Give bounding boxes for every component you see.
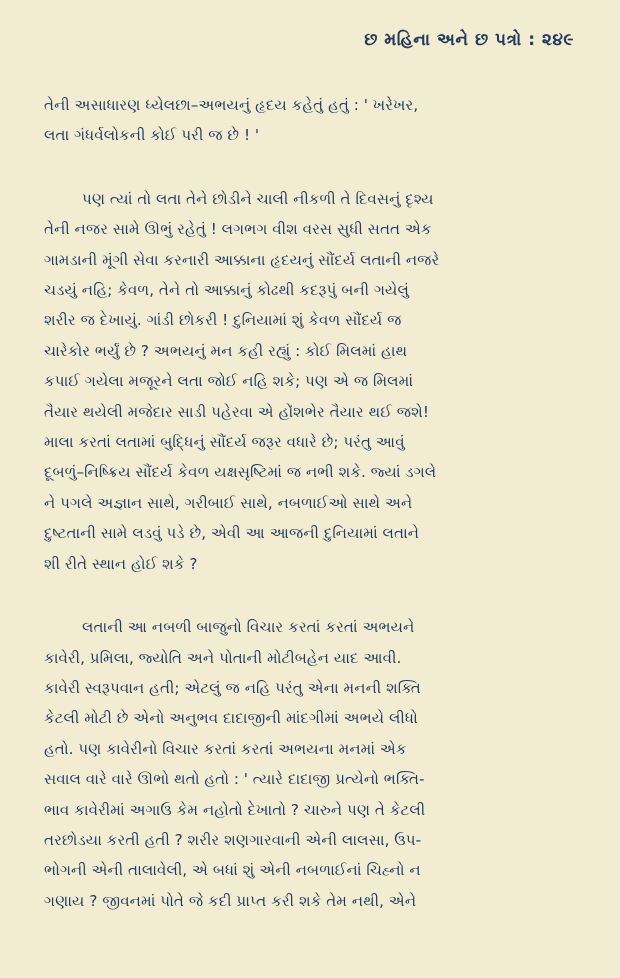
text-line: માલા કરતાં લતામાં બુદ્ધિનું સૌંદર્ય જરૂર વધારે છે; પરંતુ આવું <box>44 433 405 452</box>
text-line: હતો. પણ કાવેરીનો વિચાર કરતાં કરતાં અભયના મનમાં એક <box>44 739 407 758</box>
text-line: તેની નજર સામે ઊભું રહેતું ! લગભગ વીશ વરસ સુધી સતત એક <box>44 220 432 239</box>
paragraph-1 <box>44 90 580 151</box>
text-line: દૂબળું–નિષ્ક્રિય સૌંદર્ય કેવળ યક્ષસૃષ્ટિમાં જ નભી શકે. જ્યાં ડગલે <box>44 463 437 482</box>
text-line: ચારેકોર ભર્યું છે ? અભયનું મન કહી રહ્યું : કોઈ મિલમાં હાથ <box>44 341 408 360</box>
text-line: ગણાય ? જીવનમાં પોતે જે કદી પ્રાપ્ત કરી શકે તેમ નથી, એને <box>44 891 417 910</box>
text-line: ચડયું નહિ; કેવળ, તેને તો આક્કાનું કોઢથી કદરૂપું બની ગયેલું <box>44 281 409 300</box>
text-line: શી રીતે સ્થાન હોઈ શકે ? <box>44 554 198 573</box>
text-line: કાવેરી, પ્રમિલા, જ્યોતિ અને પોતાની મોટીબહેન યાદ આવી. <box>44 648 402 667</box>
running-head: છ મહિના અને છ પત્રો : ૨૪૯ <box>364 30 574 50</box>
text-line: ગામડાની મૂંગી સેવા કરનારી આક્કાના હૃદયનું સૌંદર્ય લતાની નજરે <box>44 250 440 269</box>
text-line: લતા ગંધર્વલોકની કોઈ પરી જ છે ! ' <box>44 126 260 145</box>
text-line: તૈયાર થયેલી મજેદાર સાડી પહેરવા એ હોંશભેર તૈયાર થઈ જશે! <box>44 402 429 421</box>
text-line: કપાઈ ગયેલા મજૂરને લતા જોઈ નહિ શકે; પણ એ જ મિલમાં <box>44 372 414 391</box>
text-line: તરછોડયા કરતી હતી ? શરીર શણગારવાની એની લાલસા, ઉપ- <box>44 830 422 849</box>
text-line: પણ ત્યાં તો લતા તેને છોડીને ચાલી નીકળી તે દિવસનું દૃશ્ય <box>82 189 434 208</box>
text-line: દુષ્ટતાની સામે લડવું પડે છે, એવી આ આજની દુનિયામાં લતાને <box>44 524 420 543</box>
text-line: શરીર જ દેખાયું. ગાંડી છોકરી ! દુનિયામાં શું કેવળ સૌંદર્ય જ <box>44 311 402 330</box>
text-line: ને પગલે અજ્ઞાન સાથે, ગરીબાઈ સાથે, નબળાઈઓ સાથે અને <box>44 493 413 512</box>
paragraph-gap <box>44 151 580 184</box>
text-line: સવાલ વારે વારે ઊભો થતો હતો : ' ત્યારે દાદાજી પ્રત્યેનો ભક્તિ- <box>44 770 425 789</box>
paragraph-gap <box>44 579 580 612</box>
text-line: કેટલી મોટી છે એનો અનુભવ દાદાજીની માંદગીમાં અભયે લીધો <box>44 709 418 728</box>
paragraph-2 <box>44 184 580 579</box>
paragraph-3 <box>44 612 580 916</box>
text-line: કાવેરી સ્વરૂપવાન હતી; એટલું જ નહિ પરંતુ એના મનની શક્તિ <box>44 678 421 697</box>
text-line: લતાની આ નબળી બાજુનો વિચાર કરતાં કરતાં અભયને <box>82 618 415 637</box>
text-line: ભોગની એની તાલાવેલી, એ બધાં શું એની નબળાઈનાં ચિહ્નો ન <box>44 861 421 880</box>
text-line: તેની અસાધારણ ધ્યેલછા–અભયનું હૃદય કહેતું હતું : ' ખરેખર, <box>44 96 419 114</box>
text-line: ભાવ કાવેરીમાં અગાઉ કેમ નહોતો દેખાતો ? ચારુને પણ તે કેટલી <box>44 800 426 819</box>
